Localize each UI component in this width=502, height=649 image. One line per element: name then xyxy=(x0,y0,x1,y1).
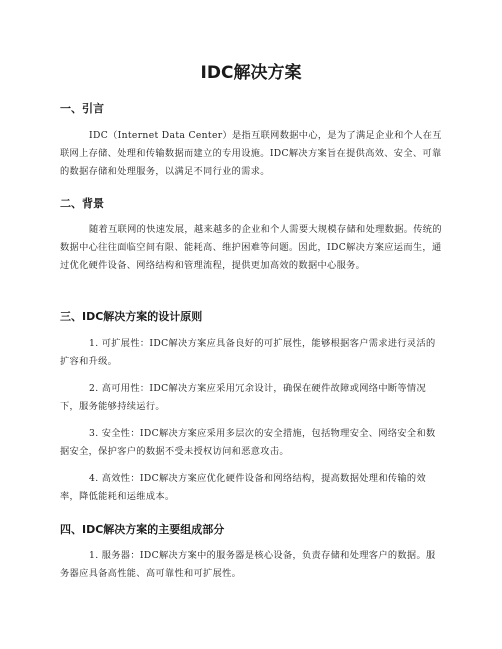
paragraph-high-availability: 2. 高可用性：IDC解决方案应采用冗余设计，确保在硬件故障或网络中断等情况下，服务能够持续运行。 xyxy=(60,383,427,412)
paragraph-security: 3. 安全性：IDC解决方案应采用多层次的安全措施，包括物理安全、网络安全和数据安全，保护客户的数据不受未授权访问和恶意攻击。 xyxy=(60,428,436,457)
paragraph-servers: 1. 服务器：IDC解决方案中的服务器是核心设备，负责存储和处理客户的数据。服务器应具备高性能、高可靠性和可扩展性。 xyxy=(60,550,436,579)
section-heading-components: 四、IDC解决方案的主要组成部分 xyxy=(60,523,225,536)
section-heading-design-principles: 三、IDC解决方案的设计原则 xyxy=(60,310,203,323)
paragraph-background: 随着互联网的快速发展，越来越多的企业和个人需要大规模存储和处理数据。传统的数据中心往往面临空间有限、能耗高、维护困难等问题。因此，IDC解决方案应运而生，通过优化硬件设备、网络结构和管理流程，提供更加高效的数据中心服务。 xyxy=(60,224,442,271)
document-title: IDC解决方案 xyxy=(200,63,302,83)
paragraph-introduction: IDC（Internet Data Center）是指互联网数据中心，是为了满足企业和个人在互联网上存储、处理和传输数据而建立的专用设施。IDC解决方案旨在提供高效、安全、可靠的数据存储和处理服务，以满足不同行业的需求。 xyxy=(60,130,442,177)
section-heading-introduction: 一、引言 xyxy=(60,102,104,115)
section-heading-background: 二、背景 xyxy=(60,197,104,210)
paragraph-efficiency: 4. 高效性：IDC解决方案应优化硬件设备和网络结构，提高数据处理和传输的效率，降低能耗和运维成本。 xyxy=(60,473,427,502)
paragraph-scalability: 1. 可扩展性：IDC解决方案应具备良好的可扩展性，能够根据客户需求进行灵活的扩容和升级。 xyxy=(60,338,436,367)
